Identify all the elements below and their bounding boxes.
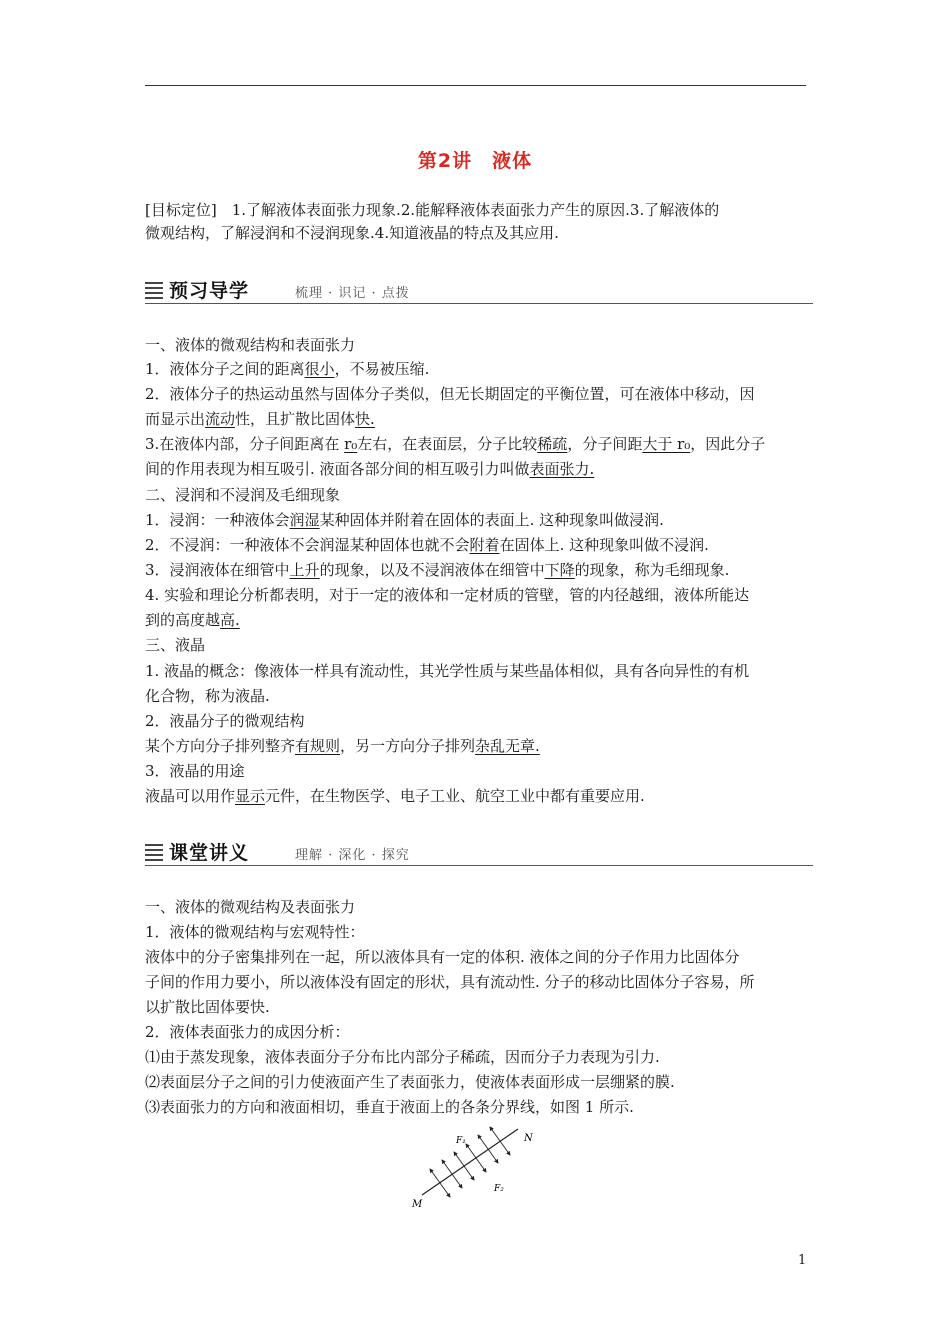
label-f2: F₂ [494, 1184, 504, 1194]
item-3-3a: 液晶可以用作显示元件，在生物医学、电子工业、航空工业中都有重要应用. [145, 787, 645, 805]
section-mark-icon [145, 282, 163, 298]
lecture-line: ⑵表面层分子之间的引力使液面产生了表面张力，使液体表面形成一层绷紧的膜. [145, 1073, 675, 1091]
section-rule [145, 303, 813, 304]
item-1-2a: 2．液体分子的热运动虽然与固体分子类似，但无长期固定的平衡位置，可在液体中移动，因 [145, 385, 755, 403]
section-heading: 课堂讲义 [169, 842, 250, 864]
section-rule [145, 865, 813, 866]
header-rule [145, 85, 806, 86]
goal-paragraph: [目标定位] 1.了解液体表面张力现象.2.能解释液体表面张力产生的原因.3.了解液体的 微观结构，了解浸润和不浸润现象.4.知道液晶的特点及其应用. [145, 201, 720, 242]
section-header-lecture [145, 838, 813, 866]
lecture-line: 以扩散比固体要快. [145, 998, 270, 1016]
surface-tension-figure [410, 1123, 540, 1213]
item-1-1: 1．液体分子之间的距离很小，不易被压缩. [145, 360, 430, 378]
item-1-3a: 3.在液体内部，分子间距离在 r₀左右，在表面层，分子比较稀疏，分子间距大于 r₀，因此分子 [145, 435, 766, 453]
lecture-line: 液体中的分子密集排列在一起，所以液体具有一定的体积. 液体之间的分子作用力比固体分 [145, 948, 740, 966]
page-number: 1 [798, 1253, 807, 1268]
lecture-line: 1．液体的微观结构与宏观特性： [145, 923, 365, 941]
item-3-2: 2．液晶分子的微观结构 [145, 712, 305, 730]
item-2-3: 3．浸润液体在细管中上升的现象，以及不浸润液体在细管中下降的现象，称为毛细现象. [145, 561, 730, 579]
item-3-2a: 某个方向分子排列整齐有规则，另一方向分子排列杂乱无章. [145, 737, 540, 755]
item-3-3: 3．液晶的用途 [145, 762, 245, 780]
section-header-preview [145, 276, 813, 304]
item-2-2: 2．不浸润：一种液体不会润湿某种固体也就不会附着在固体上. 这种现象叫做不浸润. [145, 536, 709, 554]
lecture-heading: 一、液体的微观结构及表面张力 [145, 898, 356, 916]
section-mark-icon [145, 844, 163, 860]
page-title: 第2讲 液体 [417, 150, 533, 172]
lecture-line: ⑶表面张力的方向和液面相切，垂直于液面上的各条分界线，如图 1 所示. [145, 1098, 634, 1116]
item-2-1: 1．浸润：一种液体会润湿某种固体并附着在固体的表面上. 这种现象叫做浸润. [145, 511, 664, 529]
goal-label: [目标定位] [145, 201, 217, 219]
heading-1: 一、液体的微观结构和表面张力 [145, 336, 356, 354]
item-2-4b: 到的高度越高. [145, 611, 240, 629]
item-2-4a: 4. 实验和理论分析都表明，对于一定的液体和一定材质的管壁，管的内径越细，液体所能达 [145, 586, 750, 604]
item-1-2b: 而显示出流动性，且扩散比固体快. [145, 410, 375, 428]
item-3-1a: 1. 液晶的概念：像液体一样具有流动性，其光学性质与某些晶体相似，具有各向异性的有机 [145, 662, 750, 680]
item-1-3b: 间的作用表现为相互吸引. 液面各部分间的相互吸引力叫做表面张力. [145, 460, 595, 478]
label-m: M [412, 1199, 423, 1210]
section-heading: 预习导学 [169, 280, 250, 302]
item-3-1b: 化合物，称为液晶. [145, 687, 270, 705]
label-f1: F₁ [456, 1136, 466, 1146]
section-subheading: 理解 · 深化 · 探究 [295, 848, 410, 863]
label-n: N [524, 1133, 533, 1144]
lecture-line: 子间的作用力要小，所以液体没有固定的形状，具有流动性. 分子的移动比固体分子容易，所 [145, 973, 755, 991]
section-subheading: 梳理 · 识记 · 点拨 [295, 286, 410, 301]
lecture-line: ⑴由于蒸发现象，液体表面分子分布比内部分子稀疏，因而分子力表现为引力. [145, 1048, 660, 1066]
heading-2: 二、浸润和不浸润及毛细现象 [145, 486, 341, 504]
heading-3: 三、液晶 [145, 636, 206, 654]
lecture-line: 2．液体表面张力的成因分析： [145, 1023, 350, 1041]
